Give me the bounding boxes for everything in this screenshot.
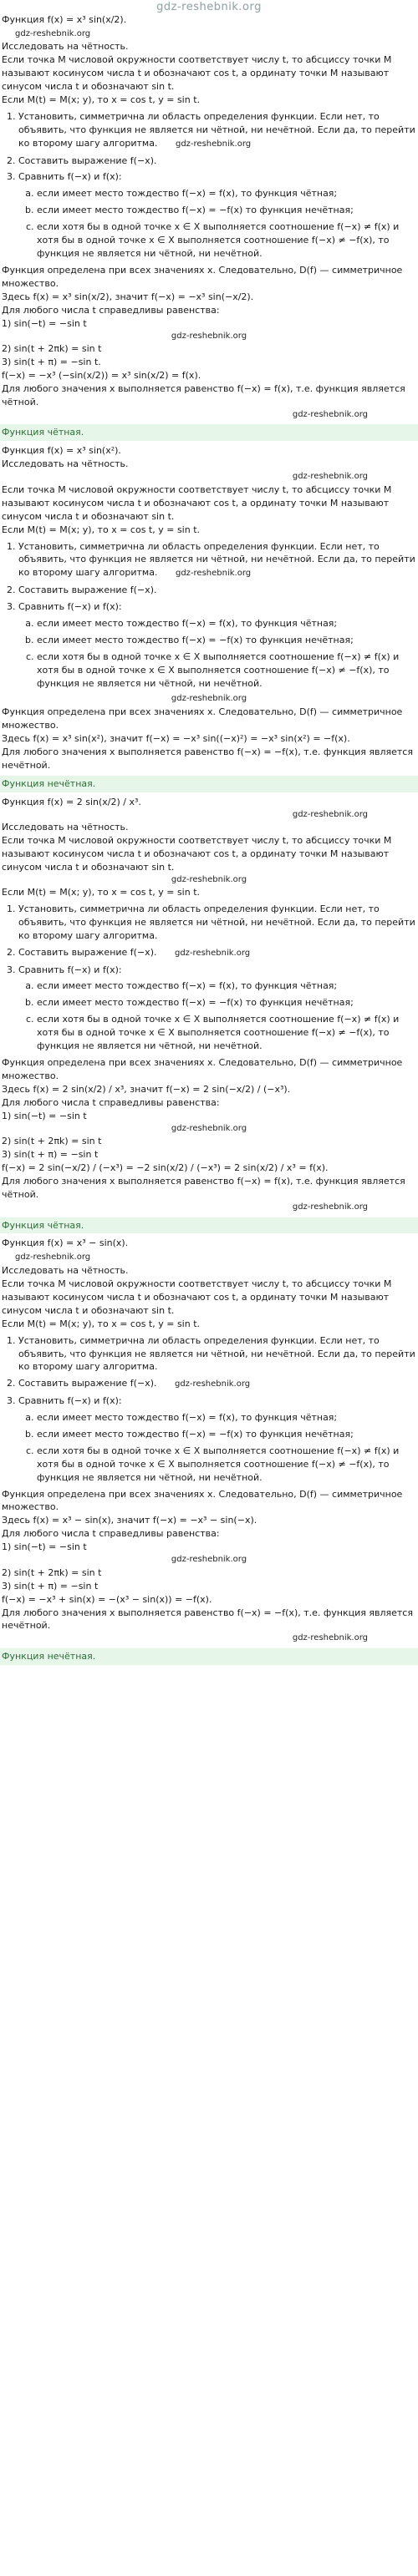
conclusion-text: Для любого значения x выполняется равенство f(−x) = −f(x), т.е. функция является нечётной. — [2, 746, 413, 771]
solution-section-2 — [0, 444, 418, 792]
identity-3: 3) sin(t + π) = −sin t — [2, 1580, 99, 1592]
algorithm-step-1: 1. Установить, симметрична ли область определения функции. Если нет, то объявить, что функция не является ни чётной, ни нечётной. Если да, то перейти ко второму шагу алгоритма. — [18, 903, 418, 943]
watermark-header: gdz-reshebnik.org — [156, 1, 262, 13]
definition-text: Если точка M числовой окружности соответствует числу t, то абсциссу точки M называют косинусом числа t и обозначают cos t, а ординату точки M называют синусом числа t и обозначают sin t. — [2, 1278, 392, 1316]
identity-2: 2) sin(t + 2πk) = sin t — [2, 1566, 102, 1578]
algorithm-step-3: 3. Сравнить f(−x) и f(x): a. если имеет место тождество f(−x) = f(x), то функция чётная; b. если имеет место тождество f(−x) = −f(x) то функция нечётная; c. если хотя бы в одной точке x ∈ X выполняется соотношение f(−x) ≠ f(x) и хотя бы в одной точке x ∈ X выполняется соотношение f(−x) ≠ −f(x), то функция не является ни чётной, ни нечётной. — [18, 1394, 418, 1485]
task-text: Исследовать на чётность. — [2, 822, 129, 833]
case-a: a. если имеет место тождество f(−x) = f(x), то функция чётная; — [37, 187, 418, 200]
identities-intro: Для любого числа t справедливы равенства: — [2, 1096, 220, 1108]
identity-2: 2) sin(t + 2πk) = sin t — [2, 343, 102, 355]
case-a: a. если имеет место тождество f(−x) = f(x), то функция чётная; — [37, 979, 418, 993]
definition-text: Если точка M числовой окружности соответствует числу t, то абсциссу точки M называют косинусом числа t и обозначают cos t, а ординату точки M называют синусом числа t и обозначают sin t. — [2, 834, 392, 873]
result-banner: Функция нечётная. — [0, 1648, 418, 1665]
case-b: b. если имеет место тождество f(−x) = −f(x) то функция нечётная; — [37, 996, 418, 1010]
solution-section-1 — [0, 13, 418, 441]
algorithm-step-1: 1. Установить, симметрична ли область определения функции. Если нет, то объявить, что функция не является ни чётной, ни нечётной. Если да, то перейти ко второму шагу алгоритма. gdz-reshebnik.org — [18, 110, 418, 150]
algorithm-step-2: 2. Составить выражение f(−x). — [18, 154, 418, 168]
identity-3: 3) sin(t + π) = −sin t — [2, 1149, 99, 1161]
watermark: gdz-reshebnik.org — [174, 1379, 251, 1389]
comparison-cases — [18, 1411, 418, 1485]
result-banner: Функция чётная. — [0, 1217, 418, 1234]
watermark: gdz-reshebnik.org — [15, 1253, 91, 1263]
calculation: f(−x) = 2 sin(−x/2) / (−x³) = −2 sin(x/2) / (−x³) = 2 sin(x/2) / x³ = f(x). — [2, 1162, 329, 1174]
watermark: gdz-reshebnik.org — [292, 1202, 368, 1212]
watermark: gdz-reshebnik.org — [175, 139, 252, 149]
watermark: gdz-reshebnik.org — [171, 1123, 247, 1133]
algorithm-step-3: 3. Сравнить f(−x) и f(x): a. если имеет место тождество f(−x) = f(x), то функция чётная; b. если имеет место тождество f(−x) = −f(x) то функция нечётная; c. если хотя бы в одной точке x ∈ X выполняется соотношение f(−x) ≠ f(x) и хотя бы в одной точке x ∈ X выполняется соотношение f(−x) ≠ −f(x), то функция не является ни чётной, ни нечётной. — [18, 964, 418, 1054]
case-c: c. если хотя бы в одной точке x ∈ X выполняется соотношение f(−x) ≠ f(x) и хотя бы в одной точке x ∈ X выполняется соотношение f(−x) ≠ −f(x), то функция не является ни чётной, ни нечётной. — [37, 650, 418, 691]
calculation: f(−x) = −x³ (−sin(x/2)) = x³ sin(x/2) = f(x). — [2, 370, 201, 382]
identity-3: 3) sin(t + π) = −sin t. — [2, 357, 101, 368]
result-banner: Функция нечётная. — [0, 776, 418, 792]
substitution-text: Здесь f(x) = 2 sin(x/2) / x³, значит f(−x) = 2 sin(−x/2) / (−x³). — [2, 1084, 291, 1095]
algorithm-step-2: 2. Составить выражение f(−x). — [18, 584, 418, 597]
function-statement: Функция f(x) = x³ sin(x²). — [2, 445, 121, 457]
domain-text: Функция определена при всех значениях x. Следовательно, D(f) — симметричное множество. — [2, 1488, 403, 1513]
algorithm-steps — [0, 1334, 418, 1485]
case-b: b. если имеет место тождество f(−x) = −f(x) то функция нечётная; — [37, 634, 418, 647]
solution-section-4 — [0, 1237, 418, 1664]
substitution-text: Здесь f(x) = x³ sin(x/2), значит f(−x) = −x³ sin(−x/2). — [2, 291, 254, 302]
case-b: b. если имеет место тождество f(−x) = −f(x) то функция нечётная; — [37, 1428, 418, 1441]
algorithm-step-1: 1. Установить, симметрична ли область определения функции. Если нет, то объявить, что функция не является ни чётной, ни нечётной. Если да, то перейти ко второму шагу алгоритма. gdz-reshebnik.org — [18, 540, 418, 580]
identity-1: 1) sin(−t) = −sin t — [2, 1110, 87, 1121]
watermark: gdz-reshebnik.org — [171, 694, 247, 704]
watermark: gdz-reshebnik.org — [171, 874, 247, 884]
watermark: gdz-reshebnik.org — [292, 809, 368, 819]
algorithm-step-3: 3. Сравнить f(−x) и f(x): a. если имеет место тождество f(−x) = f(x), то функция чётная; b. если имеет место тождество f(−x) = −f(x) то функция нечётная; c. если хотя бы в одной точке x ∈ X выполняется соотношение f(−x) ≠ f(x) и хотя бы в одной точке x ∈ X выполняется соотношение f(−x) ≠ −f(x), то функция не является ни чётной, ни нечётной. — [18, 600, 418, 691]
solution-section-3 — [0, 796, 418, 1234]
definition-text: Если точка M числовой окружности соответствует числу t, то абсциссу точки M называют косинусом числа t и обозначают cos t, а ординату точки M называют синусом числа t и обозначают sin t. — [2, 54, 392, 93]
definition-text-2: Если M(t) = M(x; y), то x = cos t, y = sin t. — [2, 1318, 201, 1329]
algorithm-step-2: 2. Составить выражение f(−x). gdz-reshebnik.org — [18, 946, 418, 960]
calculation: f(−x) = −x³ + sin(x) = −(x³ − sin(x)) = −f(x). — [2, 1593, 212, 1605]
function-statement: Функция f(x) = 2 sin(x/2) / x³. — [2, 796, 141, 807]
watermark: gdz-reshebnik.org — [175, 569, 252, 579]
comparison-cases — [18, 979, 418, 1053]
definition-text-2: Если M(t) = M(x; y), то x = cos t, y = sin t. — [2, 887, 201, 898]
domain-text: Функция определена при всех значениях x. Следовательно, D(f) — симметричное множество. — [2, 706, 403, 731]
watermark: gdz-reshebnik.org — [292, 1633, 368, 1643]
case-a: a. если имеет место тождество f(−x) = f(x), то функция чётная; — [37, 617, 418, 630]
identities-intro: Для любого числа t справедливы равенства: — [2, 304, 220, 316]
task-text: Исследовать на чётность. — [2, 41, 129, 53]
algorithm-step-2: 2. Составить выражение f(−x). gdz-reshebnik.org — [18, 1377, 418, 1391]
conclusion-text: Для любого значения x выполняется равенство f(−x) = f(x), т.е. функция является чётной. — [2, 1176, 405, 1201]
definition-text: Если точка M числовой окружности соответствует числу t, то абсциссу точки M называют косинусом числа t и обозначают cos t, а ординату точки M называют синусом числа t и обозначают sin t. — [2, 483, 392, 522]
case-c: c. если хотя бы в одной точке x ∈ X выполняется соотношение f(−x) ≠ f(x) и хотя бы в одной точке x ∈ X выполняется соотношение f(−x) ≠ −f(x), то функция не является ни чётной, ни нечётной. — [37, 220, 418, 261]
substitution-text: Здесь f(x) = x³ sin(x²), значит f(−x) = −x³ sin((−x)²) = −x³ sin(x²) = −f(x). — [2, 732, 350, 744]
identity-1: 1) sin(−t) = −sin t — [2, 317, 87, 329]
watermark: gdz-reshebnik.org — [292, 472, 368, 482]
case-a: a. если имеет место тождество f(−x) = f(x), то функция чётная; — [37, 1411, 418, 1425]
function-statement: Функция f(x) = x³ sin(x/2). — [2, 14, 127, 25]
identities-intro: Для любого числа t справедливы равенства: — [2, 1528, 220, 1540]
watermark: gdz-reshebnik.org — [292, 409, 368, 419]
identity-1: 1) sin(−t) = −sin t — [2, 1541, 87, 1553]
task-text: Исследовать на чётность. — [2, 1264, 129, 1276]
conclusion-text: Для любого значения x выполняется равенство f(−x) = f(x), т.е. функция является чётной. — [2, 383, 405, 407]
solution-content — [0, 13, 418, 1668]
definition-text-2: Если M(t) = M(x; y), то x = cos t, y = sin t. — [2, 524, 201, 535]
watermark: gdz-reshebnik.org — [174, 949, 251, 958]
comparison-cases — [18, 187, 418, 261]
function-statement: Функция f(x) = x³ − sin(x). — [2, 1237, 129, 1249]
result-banner: Функция чётная. — [0, 424, 418, 441]
definition-text-2: Если M(t) = M(x; y), то x = cos t, y = sin t. — [2, 94, 201, 106]
identity-2: 2) sin(t + 2πk) = sin t — [2, 1136, 102, 1147]
domain-text: Функция определена при всех значениях x. Следовательно, D(f) — симметричное множество. — [2, 265, 403, 289]
domain-text: Функция определена при всех значениях x. Следовательно, D(f) — симметричное множество. — [2, 1057, 403, 1082]
case-b: b. если имеет место тождество f(−x) = −f(x) то функция нечётная; — [37, 204, 418, 217]
watermark: gdz-reshebnik.org — [171, 1555, 247, 1565]
substitution-text: Здесь f(x) = x³ − sin(x), значит f(−x) = −x³ − sin(−x). — [2, 1515, 257, 1526]
conclusion-text: Для любого значения x выполняется равенство f(−x) = −f(x), т.е. функция является нечётной. — [2, 1607, 413, 1632]
comparison-cases — [18, 617, 418, 691]
algorithm-step-3: 3. Сравнить f(−x) и f(x): a. если имеет место тождество f(−x) = f(x), то функция чётная; b. если имеет место тождество f(−x) = −f(x) то функция нечётная; c. если хотя бы в одной точке x ∈ X выполняется соотношение f(−x) ≠ f(x) и хотя бы в одной точке x ∈ X выполняется соотношение f(−x) ≠ −f(x), то функция не является ни чётной, ни нечётной. — [18, 170, 418, 261]
task-text: Исследовать на чётность. — [2, 458, 129, 470]
case-c: c. если хотя бы в одной точке x ∈ X выполняется соотношение f(−x) ≠ f(x) и хотя бы в одной точке x ∈ X выполняется соотношение f(−x) ≠ −f(x), то функция не является ни чётной, ни нечётной. — [37, 1013, 418, 1053]
algorithm-steps — [0, 110, 418, 261]
watermark: gdz-reshebnik.org — [171, 331, 247, 341]
case-c: c. если хотя бы в одной точке x ∈ X выполняется соотношение f(−x) ≠ f(x) и хотя бы в одной точке x ∈ X выполняется соотношение f(−x) ≠ −f(x), то функция не является ни чётной, ни нечётной. — [37, 1445, 418, 1485]
algorithm-steps — [0, 540, 418, 691]
algorithm-step-1: 1. Установить, симметрична ли область определения функции. Если нет, то объявить, что функция не является ни чётной, ни нечётной. Если да, то перейти ко второму шагу алгоритма. — [18, 1334, 418, 1374]
watermark: gdz-reshebnik.org — [15, 28, 91, 38]
algorithm-steps — [0, 903, 418, 1053]
